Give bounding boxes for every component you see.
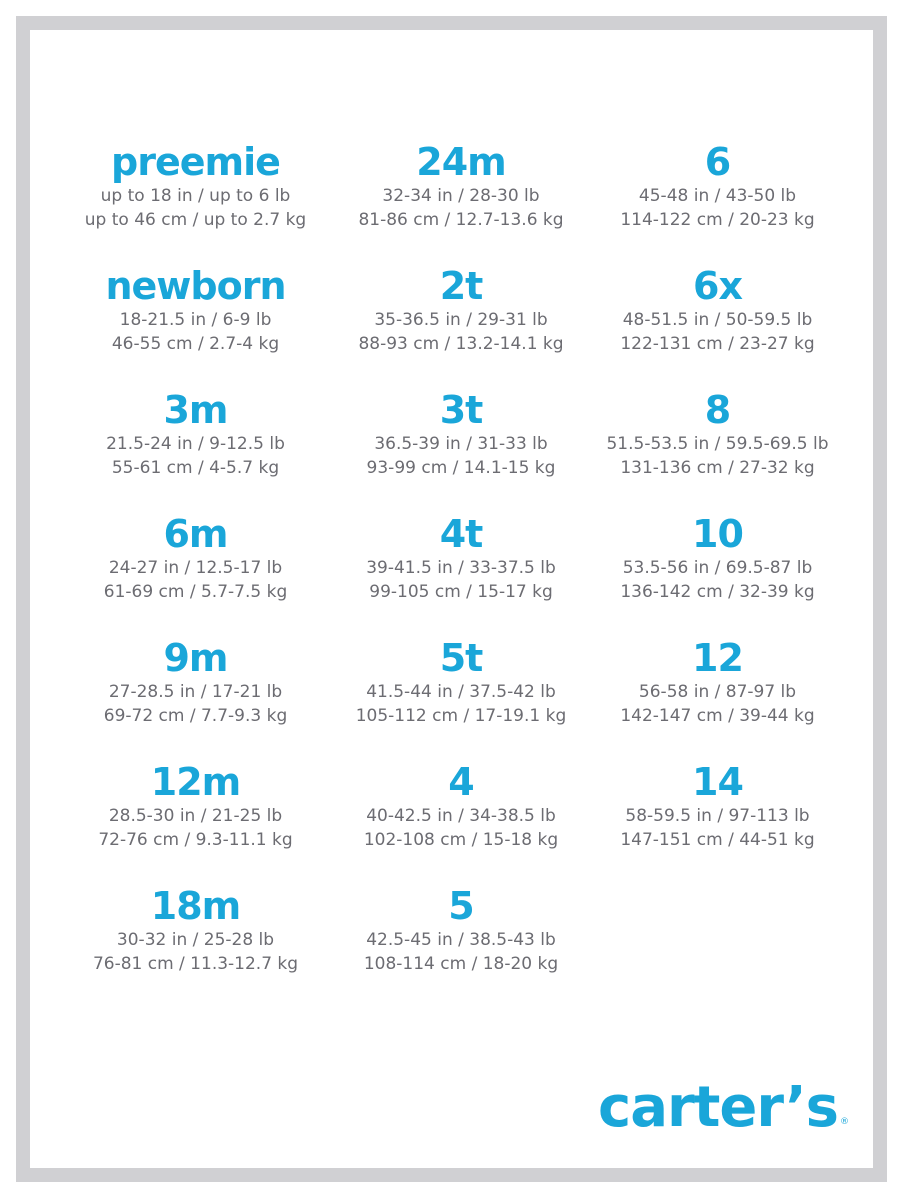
- size-label: 3t: [439, 388, 483, 432]
- size-metric: 136-142 cm / 32-39 kg: [620, 582, 815, 602]
- size-label: 4t: [439, 512, 483, 556]
- size-label: 6x: [693, 264, 742, 308]
- size-imperial: 30-32 in / 25-28 lb: [116, 930, 275, 950]
- size-entry-6: [595, 140, 840, 264]
- size-entry-12: [595, 636, 840, 760]
- size-entry-8: [595, 388, 840, 512]
- size-imperial: 39-41.5 in / 33-37.5 lb: [366, 558, 556, 578]
- size-metric: 55-61 cm / 4-5.7 kg: [111, 458, 280, 478]
- size-label: 3m: [163, 388, 228, 432]
- size-imperial: 56-58 in / 87-97 lb: [638, 682, 797, 702]
- size-label: 4: [448, 760, 474, 804]
- size-imperial: 41.5-44 in / 37.5-42 lb: [366, 682, 556, 702]
- size-metric: 76-81 cm / 11.3-12.7 kg: [92, 954, 299, 974]
- size-metric: 69-72 cm / 7.7-9.3 kg: [103, 706, 288, 726]
- size-label: 2t: [439, 264, 483, 308]
- size-metric: 102-108 cm / 15-18 kg: [363, 830, 559, 850]
- size-metric: 114-122 cm / 20-23 kg: [620, 210, 815, 230]
- size-metric: 99-105 cm / 15-17 kg: [369, 582, 553, 602]
- size-metric: up to 46 cm / up to 2.7 kg: [84, 210, 307, 230]
- size-entry-18m: [64, 884, 327, 1008]
- size-entry-3t: [327, 388, 595, 512]
- size-entry-preemie: [64, 140, 327, 264]
- size-imperial: up to 18 in / up to 6 lb: [100, 186, 291, 206]
- size-label: 10: [692, 512, 743, 556]
- size-entry-5t: [327, 636, 595, 760]
- registered-mark: ®: [839, 1117, 848, 1127]
- size-metric: 93-99 cm / 14.1-15 kg: [366, 458, 556, 478]
- size-label: 24m: [416, 140, 506, 184]
- size-entry-4: [327, 760, 595, 884]
- size-entry-6x: [595, 264, 840, 388]
- size-imperial: 32-34 in / 28-30 lb: [382, 186, 540, 206]
- size-metric: 147-151 cm / 44-51 kg: [620, 830, 815, 850]
- size-entry-3m: [64, 388, 327, 512]
- size-entry-2t: [327, 264, 595, 388]
- size-metric: 131-136 cm / 27-32 kg: [620, 458, 815, 478]
- size-metric: 122-131 cm / 23-27 kg: [620, 334, 815, 354]
- logo-wordmark: carter’s: [598, 1075, 838, 1140]
- size-entry-14: [595, 760, 840, 884]
- size-imperial: 21.5-24 in / 9-12.5 lb: [106, 434, 285, 454]
- size-imperial: 40-42.5 in / 34-38.5 lb: [366, 806, 556, 826]
- size-imperial: 58-59.5 in / 97-113 lb: [625, 806, 810, 826]
- size-imperial: 42.5-45 in / 38.5-43 lb: [366, 930, 556, 950]
- size-imperial: 53.5-56 in / 69.5-87 lb: [622, 558, 813, 578]
- size-metric: 108-114 cm / 18-20 kg: [363, 954, 559, 974]
- size-label: 5: [448, 884, 474, 928]
- size-entry-newborn: [64, 264, 327, 388]
- size-label: 5t: [439, 636, 483, 680]
- size-label: newborn: [105, 264, 286, 308]
- size-imperial: 36.5-39 in / 31-33 lb: [374, 434, 548, 454]
- size-metric: 142-147 cm / 39-44 kg: [620, 706, 815, 726]
- size-label: 12m: [150, 760, 241, 804]
- size-imperial: 48-51.5 in / 50-59.5 lb: [622, 310, 813, 330]
- size-imperial: 24-27 in / 12.5-17 lb: [108, 558, 283, 578]
- carters-logo: [598, 1076, 846, 1140]
- size-entry-10: [595, 512, 840, 636]
- size-entry-24m: [327, 140, 595, 264]
- size-entry-12m: [64, 760, 327, 884]
- size-imperial: 45-48 in / 43-50 lb: [638, 186, 797, 206]
- size-imperial: 51.5-53.5 in / 59.5-69.5 lb: [606, 434, 829, 454]
- size-label: 12: [692, 636, 743, 680]
- size-imperial: 18-21.5 in / 6-9 lb: [119, 310, 272, 330]
- size-chart-grid: [64, 140, 840, 1008]
- size-imperial: 28.5-30 in / 21-25 lb: [108, 806, 283, 826]
- size-metric: 46-55 cm / 2.7-4 kg: [111, 334, 280, 354]
- size-metric: 105-112 cm / 17-19.1 kg: [355, 706, 567, 726]
- size-label: 8: [704, 388, 731, 432]
- size-entry-9m: [64, 636, 327, 760]
- size-imperial: 35-36.5 in / 29-31 lb: [374, 310, 548, 330]
- size-metric: 81-86 cm / 12.7-13.6 kg: [358, 210, 564, 230]
- size-imperial: 27-28.5 in / 17-21 lb: [108, 682, 283, 702]
- size-label: 9m: [163, 636, 228, 680]
- size-entry-4t: [327, 512, 595, 636]
- size-entry-6m: [64, 512, 327, 636]
- size-label: preemie: [111, 140, 280, 184]
- size-label: 6m: [163, 512, 228, 556]
- size-label: 18m: [150, 884, 241, 928]
- size-label: 6: [704, 140, 731, 184]
- size-entry-5: [327, 884, 595, 1008]
- size-metric: 61-69 cm / 5.7-7.5 kg: [103, 582, 288, 602]
- size-metric: 72-76 cm / 9.3-11.1 kg: [98, 830, 293, 850]
- size-metric: 88-93 cm / 13.2-14.1 kg: [358, 334, 564, 354]
- size-label: 14: [692, 760, 743, 804]
